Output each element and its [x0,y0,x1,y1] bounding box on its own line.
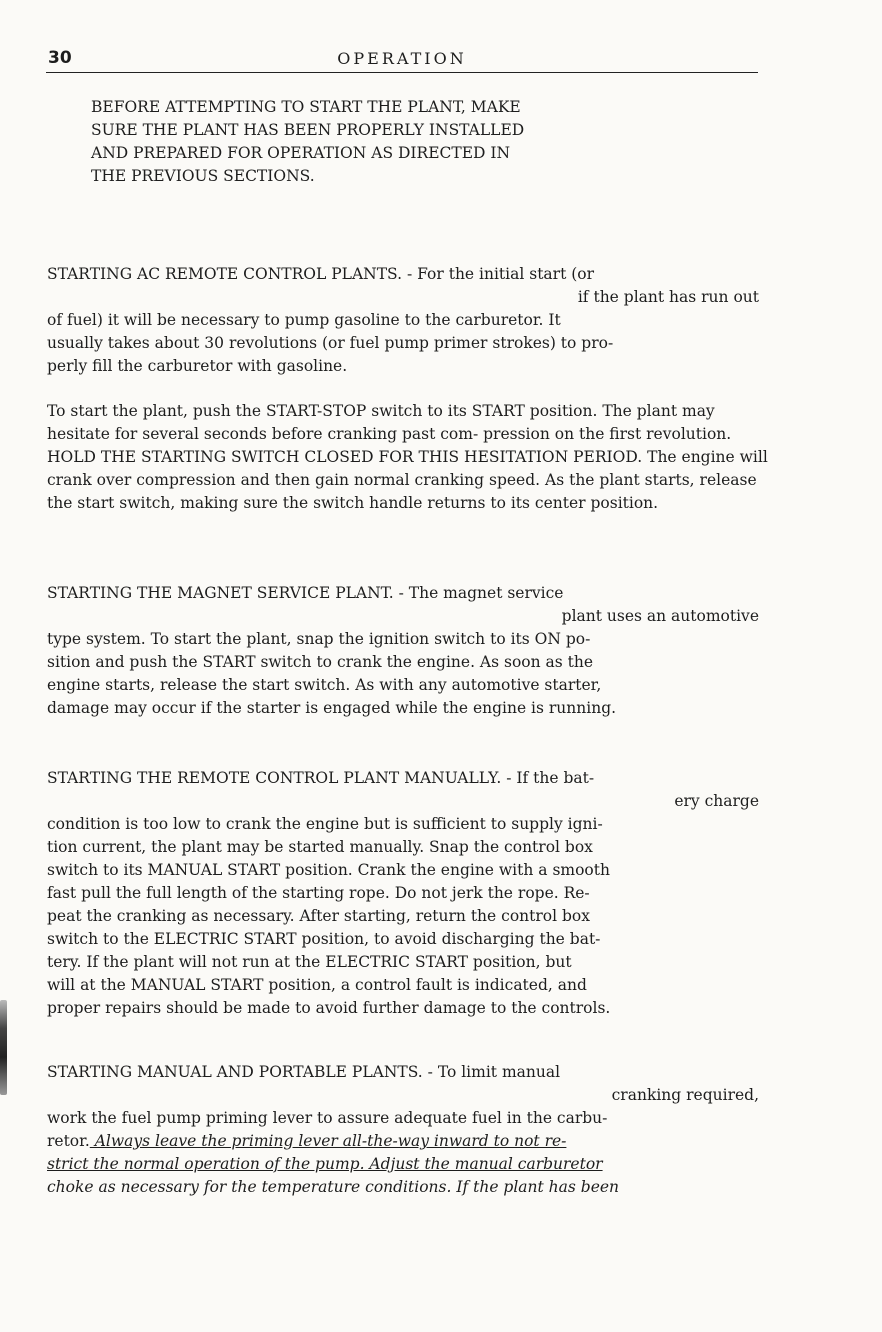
body-line: damage may occur if the starter is engaged while the engine is running. [47,699,617,717]
italic-line: choke as necessary for the temperature conditions. If the plant has been [47,1178,620,1196]
section-title-rest: - The magnet service [398,584,564,602]
mixed-line-plain: retor. [47,1132,90,1150]
section-title: STARTING AC REMOTE CONTROL PLANTS. [47,265,403,283]
paragraph-start-procedure [47,400,777,515]
body-line: proper repairs should be made to avoid further damage to the controls. [47,999,611,1017]
italic-line: strict the normal operation of the pump. Adjust the manual carburetor [47,1155,603,1173]
section-title-rest: - To limit manual [427,1063,561,1081]
intro-line: AND PREPARED FOR OPERATION AS DIRECTED IN [91,144,511,162]
body-line: switch to its MANUAL START position. Crank the engine with a smooth [47,861,610,879]
section-continuation: cranking required, [611,1086,759,1104]
body-line: tion current, the plant may be started manually. Snap the control box [47,838,593,856]
body-line: peat the cranking as necessary. After starting, return the control box [47,907,590,925]
body-line: pression on the first revolution. HOLD THE STARTING SWITCH [47,425,732,466]
page-header [46,48,758,73]
body-line: switch to the ELECTRIC START position, to avoid discharging the bat- [47,930,601,948]
section-remote-manual [47,767,777,1020]
intro-line: THE PREVIOUS SECTIONS. [91,167,315,185]
section-continuation: plant uses an automotive [561,607,759,625]
section-title-line [47,1061,777,1084]
section-continuation: if the plant has run out [577,288,759,306]
section-title-line [47,767,777,790]
section-manual-portable [47,1061,777,1199]
section-title-rest: - If the bat- [506,769,595,787]
section-title-rest: - For the initial start (or [406,265,595,283]
page-number: 30 [48,48,72,68]
body-line: To start the plant, push the START-STOP switch to its START position. [47,402,598,420]
body-line: condition is too low to crank the engine but is sufficient to supply igni- [47,815,603,833]
body-line: engine starts, release the start switch. As with any automotive starter, [47,676,602,694]
body-line: fast pull the full length of the starting rope. Do not jerk the rope. Re- [47,884,590,902]
section-title: STARTING THE REMOTE CONTROL PLANT MANUALLY. [47,769,502,787]
body-line: release the start switch, making sure the switch handle returns to its [47,471,757,512]
body-line: work the fuel pump priming lever to assure adequate fuel in the carbu- [47,1109,608,1127]
mixed-line-italic: Always leave the priming lever all-the-way inward to not re- [89,1132,567,1150]
body-line: sition and push the START switch to crank the engine. As soon as the [47,653,594,671]
section-ac-remote-control [47,263,777,378]
body-line: The plant may hesitate for several seconds before cranking past com- [47,402,715,443]
intro-line: SURE THE PLANT HAS BEEN PROPERLY INSTALLED [91,121,525,139]
body-line: usually takes about 30 revolutions (or fuel pump primer strokes) to pro- [47,334,614,352]
body-line: center position. [534,494,659,512]
body-line: tery. If the plant will not run at the ELECTRIC START position, but [47,953,572,971]
section-title: STARTING THE MAGNET SERVICE PLANT. [47,584,394,602]
intro-line: BEFORE ATTEMPTING TO START THE PLANT, MAKE [91,98,521,116]
section-continuation: ery charge [674,792,759,810]
mixed-line [47,1130,777,1153]
body-line: type system. To start the plant, snap the ignition switch to its ON po- [47,630,591,648]
body-line: compression and then gain normal cranking speed. As the plant starts, [136,471,695,489]
body-line: CLOSED FOR THIS HESITATION PERIOD. The engine will crank over [47,448,768,489]
intro-notice [91,96,731,188]
section-title: STARTING MANUAL AND PORTABLE PLANTS. [47,1063,423,1081]
body-line: perly fill the carburetor with gasoline. [47,357,348,375]
binding-edge-mark [0,1000,7,1095]
body-line: will at the MANUAL START position, a control fault is indicated, and [47,976,587,994]
section-magnet-service [47,582,777,720]
body-line: of fuel) it will be necessary to pump gasoline to the carburetor. It [47,311,561,329]
section-title-line [47,263,777,286]
section-title-line [47,582,777,605]
running-head: OPERATION [337,49,467,68]
